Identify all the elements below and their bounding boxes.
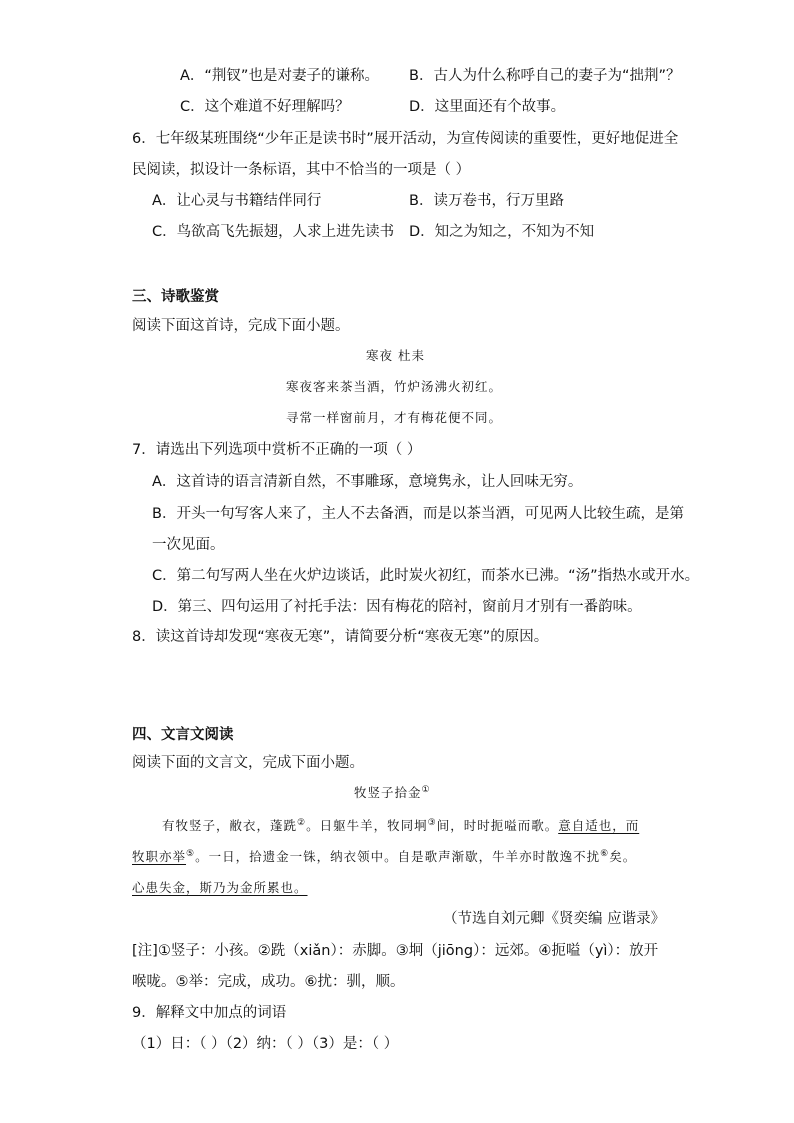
q7-option-a: A．这首诗的语言清新自然，不事雕琢，意境隽永，让人回味无穷。 bbox=[152, 474, 583, 490]
note-ref-2: ② bbox=[297, 817, 307, 828]
q8-stem: 8．读这首诗却发现“寒夜无寒”，请简要分析“寒夜无寒”的原因。 bbox=[132, 629, 549, 645]
passage-text: 。一日，拾遗金一铢，纳衣领中。自是歌声渐歇，牛羊亦时散逸不扰 bbox=[195, 849, 601, 864]
passage-text: 有牧竖子，敝衣，蓬跣 bbox=[162, 818, 298, 833]
passage-text: 间，时时扼嗌而歌。 bbox=[436, 818, 559, 833]
q7-stem: 7．请选出下列选项中赏析不正确的一项（ ） bbox=[132, 442, 422, 458]
q6-option-d: D．知之为知之，不知为不知 bbox=[409, 224, 595, 240]
q7-option-b-line1: B．开头一句写客人来了，主人不去备酒，而是以茶当酒，可见两人比较生疏，是第 bbox=[152, 506, 684, 522]
q5-option-a: A．“荆钗”也是对妻子的谦称。 bbox=[180, 68, 379, 84]
passage-title-text: 牧竖子拾金 bbox=[354, 785, 422, 800]
passage-line-2 bbox=[132, 847, 636, 867]
q6-option-b: B．读万卷书，行万里路 bbox=[409, 193, 564, 209]
passage-source: （节选自刘元卿《贤奕编 应谐录》 bbox=[443, 911, 666, 927]
annotation-line-2: 喉咙。⑤举：完成，成功。⑥扰：驯，顺。 bbox=[132, 974, 405, 990]
q5-option-b: B．古人为什么称呼自己的妻子为“拙荆”？ bbox=[409, 68, 681, 84]
section4-heading: 四、文言文阅读 bbox=[132, 727, 234, 743]
q6-stem-line2: 民阅读，拟设计一条标语，其中不恰当的一项是（ ） bbox=[132, 162, 471, 178]
q6-option-a: A．让心灵与书籍结伴同行 bbox=[152, 193, 322, 209]
underlined-sentence: 牧职亦举 bbox=[132, 849, 187, 864]
q7-option-d: D．第三、四句运用了衬托手法：因有梅花的陪衬，窗前月才别有一番韵味。 bbox=[152, 599, 642, 615]
poem-title: 寒夜 杜耒 bbox=[366, 348, 425, 363]
section3-heading: 三、诗歌鉴赏 bbox=[132, 289, 219, 305]
note-ref-5: ⑤ bbox=[186, 848, 196, 859]
passage-text: 矣。 bbox=[609, 849, 637, 864]
note-ref-3: ③ bbox=[427, 817, 437, 828]
q6-stem-line1: 6．七年级某班围绕“少年正是读书时”展开活动，为宣传阅读的重要性，更好地促进全 bbox=[132, 131, 679, 147]
passage-title-note: ① bbox=[421, 784, 431, 795]
q9-blanks: （1）日：（ ）（2）纳：（ ）（3）是：（ ） bbox=[132, 1036, 399, 1052]
passage-text: 。日躯牛羊，牧同坰 bbox=[306, 818, 428, 833]
passage-title bbox=[354, 783, 431, 803]
q9-stem: 9．解释文中加点的词语 bbox=[132, 1005, 287, 1021]
passage-line-3 bbox=[132, 878, 308, 898]
q5-option-c: C．这个难道不好理解吗？ bbox=[180, 99, 350, 115]
annotation-line-1: [注]①竖子：小孩。②跣（xiǎn）：赤脚。③坰（jiōng）：远郊。④扼嗌（yì）：放开 bbox=[132, 943, 659, 959]
section4-intro: 阅读下面的文言文，完成下面小题。 bbox=[132, 755, 364, 771]
passage-line-1 bbox=[162, 816, 639, 836]
q7-option-b-line2: 一次见面。 bbox=[152, 537, 225, 553]
q7-option-c: C．第二句写两人坐在火炉边谈话，此时炭火初红，而茶水已沸。“汤”指热水或开水。 bbox=[152, 568, 700, 584]
q6-option-c: C．鸟欲高飞先振翅，人求上进先读书 bbox=[152, 224, 395, 240]
q5-option-d: D．这里面还有个故事。 bbox=[409, 99, 566, 115]
underlined-sentence: 心患失金，斯乃为金所累也。 bbox=[132, 880, 308, 895]
underlined-sentence: 意自适也，而 bbox=[558, 818, 640, 833]
note-ref-6: ⑥ bbox=[600, 848, 610, 859]
section3-intro: 阅读下面这首诗，完成下面小题。 bbox=[132, 318, 350, 334]
poem-line-1: 寒夜客来茶当酒，竹炉汤沸火初红。 bbox=[286, 379, 503, 394]
poem-line-2: 寻常一样窗前月，才有梅花便不同。 bbox=[286, 410, 503, 425]
